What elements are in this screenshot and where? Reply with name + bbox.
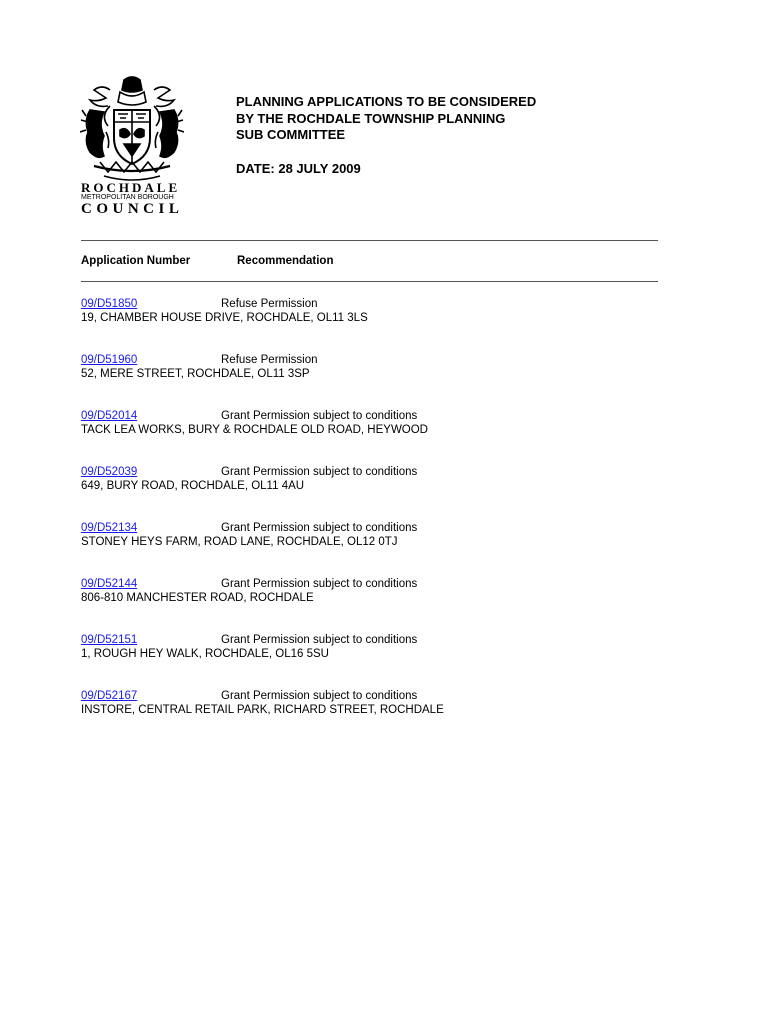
application-entry — [81, 465, 681, 493]
recommendation-text: Grant Permission subject to conditions — [221, 410, 418, 422]
application-number-link[interactable]: 09/D52014 — [81, 410, 138, 422]
application-address: 19, CHAMBER HOUSE DRIVE, ROCHDALE, OL11 3LS — [81, 312, 368, 324]
recommendation-text: Grant Permission subject to conditions — [221, 522, 418, 534]
application-entry — [81, 689, 681, 717]
recommendation-text: Grant Permission subject to conditions — [221, 466, 418, 478]
header-divider — [81, 281, 658, 282]
document-title — [236, 94, 536, 144]
application-entry — [81, 297, 681, 325]
logo-line-council: COUNCIL — [81, 201, 184, 217]
application-address: 52, MERE STREET, ROCHDALE, OL11 3SP — [81, 368, 310, 380]
application-address: STONEY HEYS FARM, ROAD LANE, ROCHDALE, OL12 0TJ — [81, 536, 398, 548]
application-entry — [81, 633, 681, 661]
recommendation-text: Grant Permission subject to conditions — [221, 634, 418, 646]
recommendation-text: Grant Permission subject to conditions — [221, 690, 418, 702]
application-address: 1, ROUGH HEY WALK, ROCHDALE, OL16 5SU — [81, 648, 329, 660]
application-number-link[interactable]: 09/D51850 — [81, 298, 138, 310]
application-address: INSTORE, CENTRAL RETAIL PARK, RICHARD STREET, ROCHDALE — [81, 704, 444, 716]
council-crest-icon — [80, 76, 184, 182]
recommendation-text: Refuse Permission — [221, 298, 318, 310]
title-line-1: PLANNING APPLICATIONS TO BE CONSIDERED — [236, 94, 537, 109]
recommendation-text: Grant Permission subject to conditions — [221, 578, 418, 590]
title-line-3: SUB COMMITTEE — [236, 127, 346, 142]
application-number-link[interactable]: 09/D52144 — [81, 578, 138, 590]
column-header-application-number: Application Number — [81, 255, 191, 267]
meeting-date: DATE: 28 JULY 2009 — [236, 161, 361, 176]
council-logo-text — [81, 181, 185, 217]
title-line-2: BY THE ROCHDALE TOWNSHIP PLANNING — [236, 110, 506, 126]
application-address: TACK LEA WORKS, BURY & ROCHDALE OLD ROAD, HEYWOOD — [81, 424, 428, 436]
top-divider — [81, 240, 658, 241]
application-number-link[interactable]: 09/D52134 — [81, 522, 138, 534]
application-number-link[interactable]: 09/D52039 — [81, 466, 138, 478]
logo-line-metropolitan: METROPOLITAN BOROUGH — [81, 194, 174, 201]
application-entry — [81, 409, 681, 437]
application-entry — [81, 577, 681, 605]
application-entry — [81, 353, 681, 381]
application-number-link[interactable]: 09/D52167 — [81, 690, 138, 702]
recommendation-text: Refuse Permission — [221, 354, 318, 366]
application-address: 806-810 MANCHESTER ROAD, ROCHDALE — [81, 592, 314, 604]
application-number-link[interactable]: 09/D52151 — [81, 634, 138, 646]
application-address: 649, BURY ROAD, ROCHDALE, OL11 4AU — [81, 480, 305, 492]
column-header-recommendation: Recommendation — [237, 255, 334, 267]
application-number-link[interactable]: 09/D51960 — [81, 354, 138, 366]
application-entry — [81, 521, 681, 549]
logo-line-rochdale: ROCHDALE — [81, 180, 181, 195]
